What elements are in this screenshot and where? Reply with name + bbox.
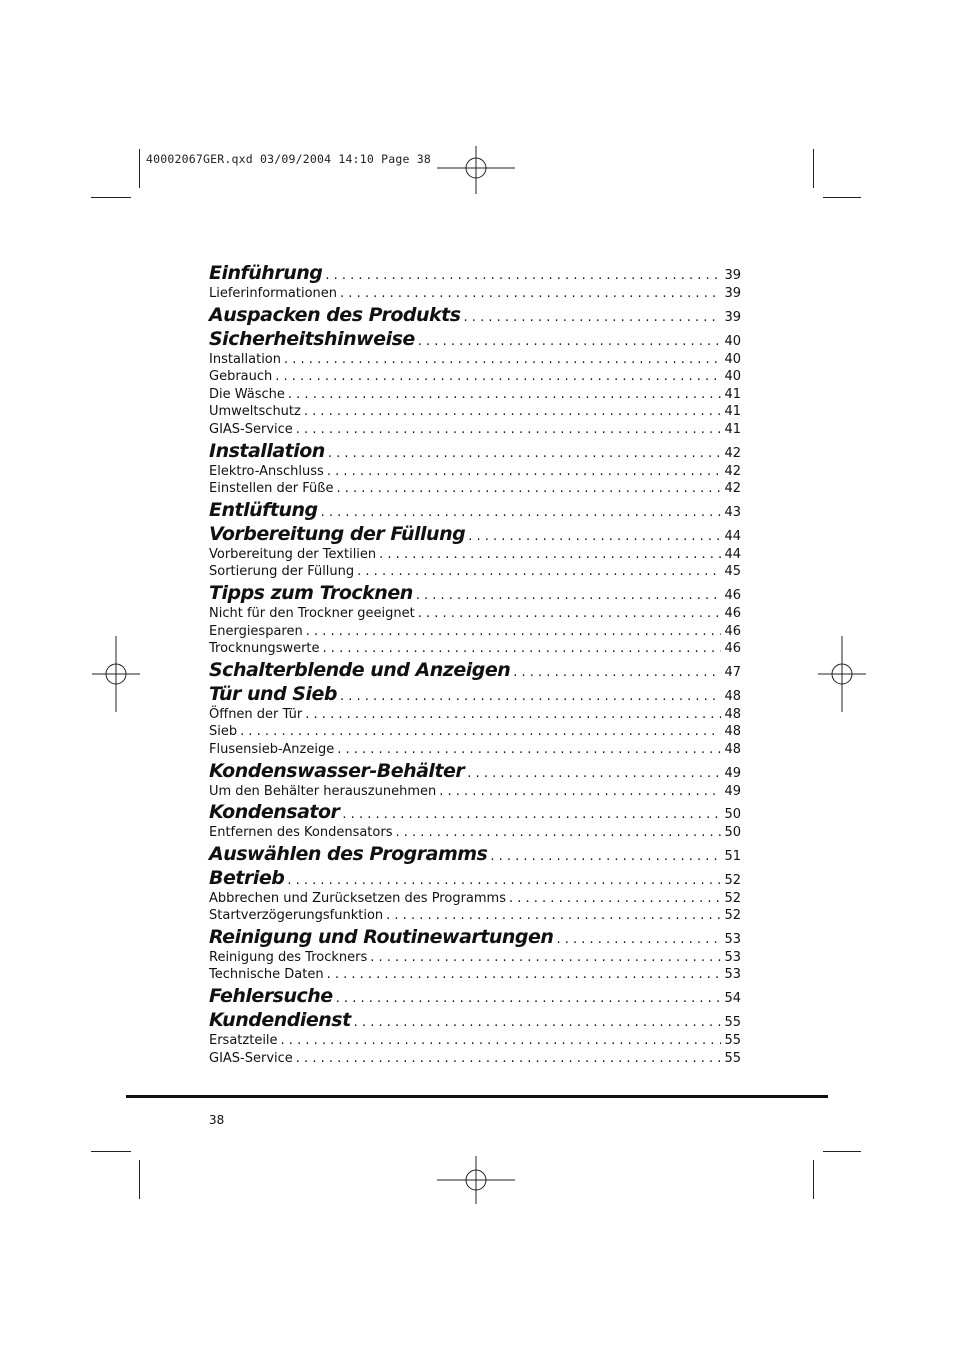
- crop-mark-bottom-left-vertical: [139, 1160, 140, 1199]
- toc-entry-title: Sicherheitshinweise: [209, 327, 415, 350]
- toc-section-entry[interactable]: [209, 825, 741, 843]
- dot-leader: [288, 387, 722, 402]
- toc-entry-page: 41: [724, 421, 741, 437]
- toc-section-entry[interactable]: [209, 286, 741, 304]
- toc-entry-title: Tür und Sieb: [209, 682, 337, 705]
- toc-entry-title: Die Wäsche: [209, 386, 285, 402]
- toc-section-entry[interactable]: [209, 481, 741, 499]
- toc-entry-title: Vorbereitung der Textilien: [209, 546, 377, 562]
- toc-entry-title: Um den Behälter herauszunehmen: [209, 783, 437, 799]
- dot-leader: [327, 967, 722, 982]
- toc-entry-page: 49: [724, 783, 741, 799]
- toc-entry-title: Vorbereitung der Füllung: [209, 522, 466, 545]
- toc-section-entry[interactable]: [209, 547, 741, 565]
- registration-mark-left-icon: [92, 636, 140, 712]
- dot-leader: [418, 334, 722, 349]
- toc-entry-title: Öffnen der Tür: [209, 706, 303, 722]
- toc-entry-page: 48: [724, 724, 741, 740]
- print-slug: 40002067GER.qxd 03/09/2004 14:10 Page 38: [146, 152, 431, 166]
- dot-leader: [513, 665, 721, 680]
- toc-entry-title: Ersatzteile: [209, 1033, 278, 1049]
- dot-leader: [323, 641, 722, 656]
- toc-entry-title: Kondensator: [209, 801, 340, 824]
- toc-entry-page: 40: [724, 333, 741, 349]
- dot-leader: [327, 464, 722, 479]
- toc-entry-page: 50: [724, 807, 741, 823]
- toc-section-entry[interactable]: [209, 369, 741, 387]
- toc-chapter-entry[interactable]: [209, 582, 741, 606]
- dot-leader: [321, 505, 722, 520]
- toc-entry-title: GIAS-Service: [209, 1050, 293, 1066]
- toc-entry-page: 48: [724, 688, 741, 704]
- toc-entry-page: 44: [724, 528, 741, 544]
- toc-entry-page: 52: [724, 872, 741, 888]
- toc-entry-page: 55: [724, 1033, 741, 1049]
- toc-section-entry[interactable]: [209, 387, 741, 405]
- toc-entry-title: Elektro-Anschluss: [209, 463, 324, 479]
- toc-entry-page: 39: [724, 309, 741, 325]
- crop-mark-bottom-right-vertical: [813, 1160, 814, 1199]
- toc-entry-title: Auspacken des Produkts: [209, 303, 461, 326]
- registration-mark-bottom-icon: [437, 1156, 515, 1204]
- table-of-contents: [209, 262, 741, 1068]
- toc-entry-title: Betrieb: [209, 866, 285, 889]
- toc-entry-page: 53: [724, 949, 741, 965]
- toc-entry-title: Trocknungswerte: [209, 641, 320, 657]
- toc-chapter-entry[interactable]: [209, 440, 741, 464]
- toc-entry-title: Reinigung des Trockners: [209, 949, 368, 965]
- crop-mark-bottom-right-horizontal: [823, 1151, 861, 1152]
- toc-entry-title: Energiesparen: [209, 623, 303, 639]
- toc-entry-page: 45: [724, 564, 741, 580]
- toc-section-entry[interactable]: [209, 908, 741, 926]
- dot-leader: [281, 1033, 722, 1048]
- page-number: 38: [209, 1113, 225, 1127]
- toc-entry-title: Fehlersuche: [209, 985, 333, 1008]
- toc-entry-title: Schalterblende und Anzeigen: [209, 658, 511, 681]
- toc-entry-page: 52: [724, 890, 741, 906]
- dot-leader: [467, 766, 721, 781]
- toc-chapter-entry[interactable]: [209, 328, 741, 352]
- toc-entry-page: 51: [724, 848, 741, 864]
- toc-section-entry[interactable]: [209, 950, 741, 968]
- toc-section-entry[interactable]: [209, 641, 741, 659]
- toc-entry-page: 41: [724, 386, 741, 402]
- dot-leader: [336, 481, 721, 496]
- toc-section-entry[interactable]: [209, 606, 741, 624]
- toc-entry-page: 42: [724, 481, 741, 497]
- toc-entry-page: 50: [724, 825, 741, 841]
- toc-chapter-entry[interactable]: [209, 843, 741, 867]
- dot-leader: [275, 369, 721, 384]
- dot-leader: [556, 932, 721, 947]
- toc-entry-title: Gebrauch: [209, 369, 273, 385]
- toc-entry-title: Technische Daten: [209, 967, 324, 983]
- toc-section-entry[interactable]: [209, 1033, 741, 1051]
- toc-entry-page: 43: [724, 504, 741, 520]
- dot-leader: [328, 446, 722, 461]
- toc-entry-page: 46: [724, 623, 741, 639]
- toc-section-entry[interactable]: [209, 404, 741, 422]
- toc-entry-title: Flusensieb-Anzeige: [209, 741, 335, 757]
- toc-chapter-entry[interactable]: [209, 867, 741, 891]
- toc-entry-page: 48: [724, 741, 741, 757]
- toc-entry-page: 42: [724, 445, 741, 461]
- toc-entry-title: GIAS-Service: [209, 421, 293, 437]
- toc-entry-title: Installation: [209, 439, 325, 462]
- toc-chapter-entry[interactable]: [209, 926, 741, 950]
- toc-entry-title: Installation: [209, 351, 282, 367]
- crop-mark-bottom-left-horizontal: [91, 1151, 131, 1152]
- toc-entry-page: 46: [724, 605, 741, 621]
- toc-chapter-entry[interactable]: [209, 801, 741, 825]
- toc-section-entry[interactable]: [209, 624, 741, 642]
- dot-leader: [354, 1015, 722, 1030]
- toc-entry-page: 40: [724, 369, 741, 385]
- toc-section-entry[interactable]: [209, 564, 741, 582]
- dot-leader: [439, 784, 721, 799]
- toc-entry-title: Umweltschutz: [209, 404, 301, 420]
- dot-leader: [305, 707, 721, 722]
- dot-leader: [386, 908, 721, 923]
- toc-section-entry[interactable]: [209, 707, 741, 725]
- footer-rule: [126, 1095, 828, 1098]
- toc-entry-page: 46: [724, 587, 741, 603]
- toc-section-entry[interactable]: [209, 784, 741, 802]
- dot-leader: [304, 404, 722, 419]
- toc-section-entry[interactable]: [209, 464, 741, 482]
- dot-leader: [416, 588, 722, 603]
- toc-entry-page: 47: [724, 664, 741, 680]
- toc-entry-page: 46: [724, 641, 741, 657]
- dot-leader: [418, 606, 722, 621]
- toc-entry-title: Lieferinformationen: [209, 286, 338, 301]
- dot-leader: [509, 891, 721, 906]
- toc-entry-title: Reinigung und Routinewartungen: [209, 925, 554, 948]
- toc-chapter-entry[interactable]: [209, 1009, 741, 1033]
- toc-entry-page: 53: [724, 967, 741, 983]
- toc-entry-title: Nicht für den Trockner geeignet: [209, 605, 415, 621]
- dot-leader: [336, 991, 722, 1006]
- toc-section-entry[interactable]: [209, 742, 741, 760]
- toc-entry-title: Einstellen der Füße: [209, 481, 334, 497]
- dot-leader: [464, 310, 722, 325]
- dot-leader: [337, 742, 721, 757]
- toc-entry-page: 41: [724, 404, 741, 420]
- dot-leader: [287, 873, 721, 888]
- toc-entry-title: Abbrechen und Zurücksetzen des Programms: [209, 890, 506, 906]
- toc-entry-title: Sortierung der Füllung: [209, 564, 355, 580]
- toc-entry-page: 55: [724, 1015, 741, 1031]
- dot-leader: [379, 547, 721, 562]
- dot-leader: [395, 825, 721, 840]
- crop-mark-top-right-horizontal: [823, 197, 861, 198]
- toc-entry-title: Entlüftung: [209, 498, 318, 521]
- toc-entry-page: 40: [724, 351, 741, 367]
- toc-entry-title: Sieb: [209, 724, 238, 740]
- toc-chapter-entry[interactable]: [209, 523, 741, 547]
- toc-section-entry[interactable]: [209, 967, 741, 985]
- dot-leader: [342, 807, 721, 822]
- dot-leader: [357, 564, 721, 579]
- toc-entry-page: 49: [724, 765, 741, 781]
- toc-section-entry[interactable]: [209, 422, 741, 440]
- dot-leader: [340, 286, 721, 301]
- toc-chapter-entry[interactable]: [209, 499, 741, 523]
- toc-entry-page: 52: [724, 908, 741, 924]
- toc-entry-page: 54: [724, 991, 741, 1007]
- toc-chapter-entry[interactable]: [209, 985, 741, 1009]
- dot-leader: [325, 268, 721, 283]
- toc-entry-title: Auswählen des Programms: [209, 842, 488, 865]
- toc-entry-title: Entfernen des Kondensators: [209, 825, 393, 841]
- toc-chapter-entry[interactable]: [209, 262, 741, 286]
- dot-leader: [296, 422, 722, 437]
- toc-chapter-entry[interactable]: [209, 760, 741, 784]
- toc-entry-title: Startverzögerungsfunktion: [209, 908, 384, 924]
- dot-leader: [240, 724, 721, 739]
- dot-leader: [370, 950, 721, 965]
- toc-entry-page: 53: [724, 931, 741, 947]
- toc-chapter-entry[interactable]: [209, 659, 741, 683]
- toc-entry-page: 39: [724, 268, 741, 283]
- toc-entry-title: Kundendienst: [209, 1009, 351, 1032]
- toc-entry-page: 39: [724, 286, 741, 301]
- toc-entry-page: 44: [724, 546, 741, 562]
- dot-leader: [296, 1051, 722, 1066]
- toc-entry-page: 48: [724, 706, 741, 722]
- dot-leader: [306, 624, 722, 639]
- dot-leader: [468, 529, 721, 544]
- toc-section-entry[interactable]: [209, 1051, 741, 1069]
- toc-entry-page: 42: [724, 463, 741, 479]
- toc-entry-page: 55: [724, 1050, 741, 1066]
- dot-leader: [340, 689, 721, 704]
- registration-mark-right-icon: [818, 636, 866, 712]
- toc-section-entry[interactable]: [209, 352, 741, 370]
- toc-entry-title: Kondenswasser-Behälter: [209, 759, 465, 782]
- toc-entry-title: Einführung: [209, 262, 323, 284]
- registration-mark-top-icon: [437, 146, 515, 194]
- toc-chapter-entry[interactable]: [209, 304, 741, 328]
- toc-section-entry[interactable]: [209, 724, 741, 742]
- dot-leader: [490, 849, 721, 864]
- dot-leader: [284, 352, 721, 367]
- crop-mark-top-left-horizontal: [91, 197, 131, 198]
- crop-mark-top-left-vertical: [139, 149, 140, 188]
- toc-section-entry[interactable]: [209, 891, 741, 909]
- toc-chapter-entry[interactable]: [209, 683, 741, 707]
- toc-entry-title: Tipps zum Trocknen: [209, 581, 413, 604]
- crop-mark-top-right-vertical: [813, 149, 814, 188]
